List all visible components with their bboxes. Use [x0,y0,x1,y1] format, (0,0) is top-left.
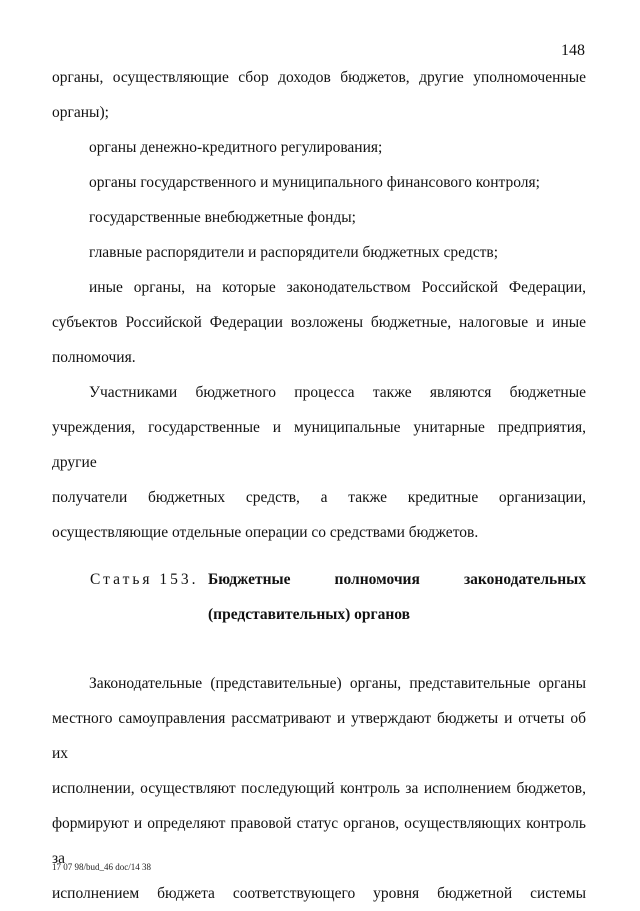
footer-file-reference: 17 07 98/bud_46 doc/14 38 [52,862,151,872]
article-label: Статья 153. [90,571,199,588]
text-line: формируют и определяют правовой статус органов, осуществляющих контроль за [52,815,586,867]
paragraph-financial-control [52,165,586,200]
text-line: главные распорядители и распорядители бюджетных средств; [89,244,499,261]
article-title-continuation: (представительных) органов [208,606,410,623]
body-text-top [52,60,586,550]
article-title: Бюджетные полномочия законодательных [208,571,586,588]
text-line: органы); [52,104,109,121]
text-line: исполнении, осуществляют последующий контроль за исполнением бюджетов, [52,780,586,797]
text-line: органы денежно-кредитного регулирования; [89,139,383,156]
text-line: государственные внебюджетные фонды; [89,209,356,226]
text-line: субъектов Российской Федерации возложены бюджетные, налоговые и иные [52,314,586,331]
paragraph-organs-revenue [52,60,586,130]
text-line: Участниками бюджетного процесса также являются бюджетные [89,384,586,401]
text-line: исполнением бюджета соответствующего уровня бюджетной системы [52,885,586,902]
paragraph-legislative-organs [52,666,586,911]
text-line: Законодательные (представительные) органы, представительные органы [89,675,586,692]
paragraph-monetary-regulation [52,130,586,165]
paragraph-extrabudgetary-funds [52,200,586,235]
page-number: 148 [561,42,585,59]
text-line: осуществляющие отдельные операции со средствами бюджетов. [52,524,479,541]
article-heading [90,562,586,632]
paragraph-budget-managers [52,235,586,270]
text-line: органы, осуществляющие сбор доходов бюджетов, другие уполномоченные [52,69,586,86]
text-line: органы государственного и муниципального финансового контроля; [89,174,540,191]
body-text-bottom [52,666,586,911]
text-line: полномочия. [52,349,136,366]
paragraph-other-organs [52,270,586,375]
text-line: учреждения, государственные и муниципальные унитарные предприятия, другие [52,419,586,471]
text-line: иные органы, на которые законодательством Российской Федерации, [89,279,586,296]
paragraph-budget-participants [52,375,586,550]
text-line: получатели бюджетных средств, а также кредитные организации, [52,489,586,506]
text-line: местного самоуправления рассматривают и утверждают бюджеты и отчеты об их [52,710,586,762]
